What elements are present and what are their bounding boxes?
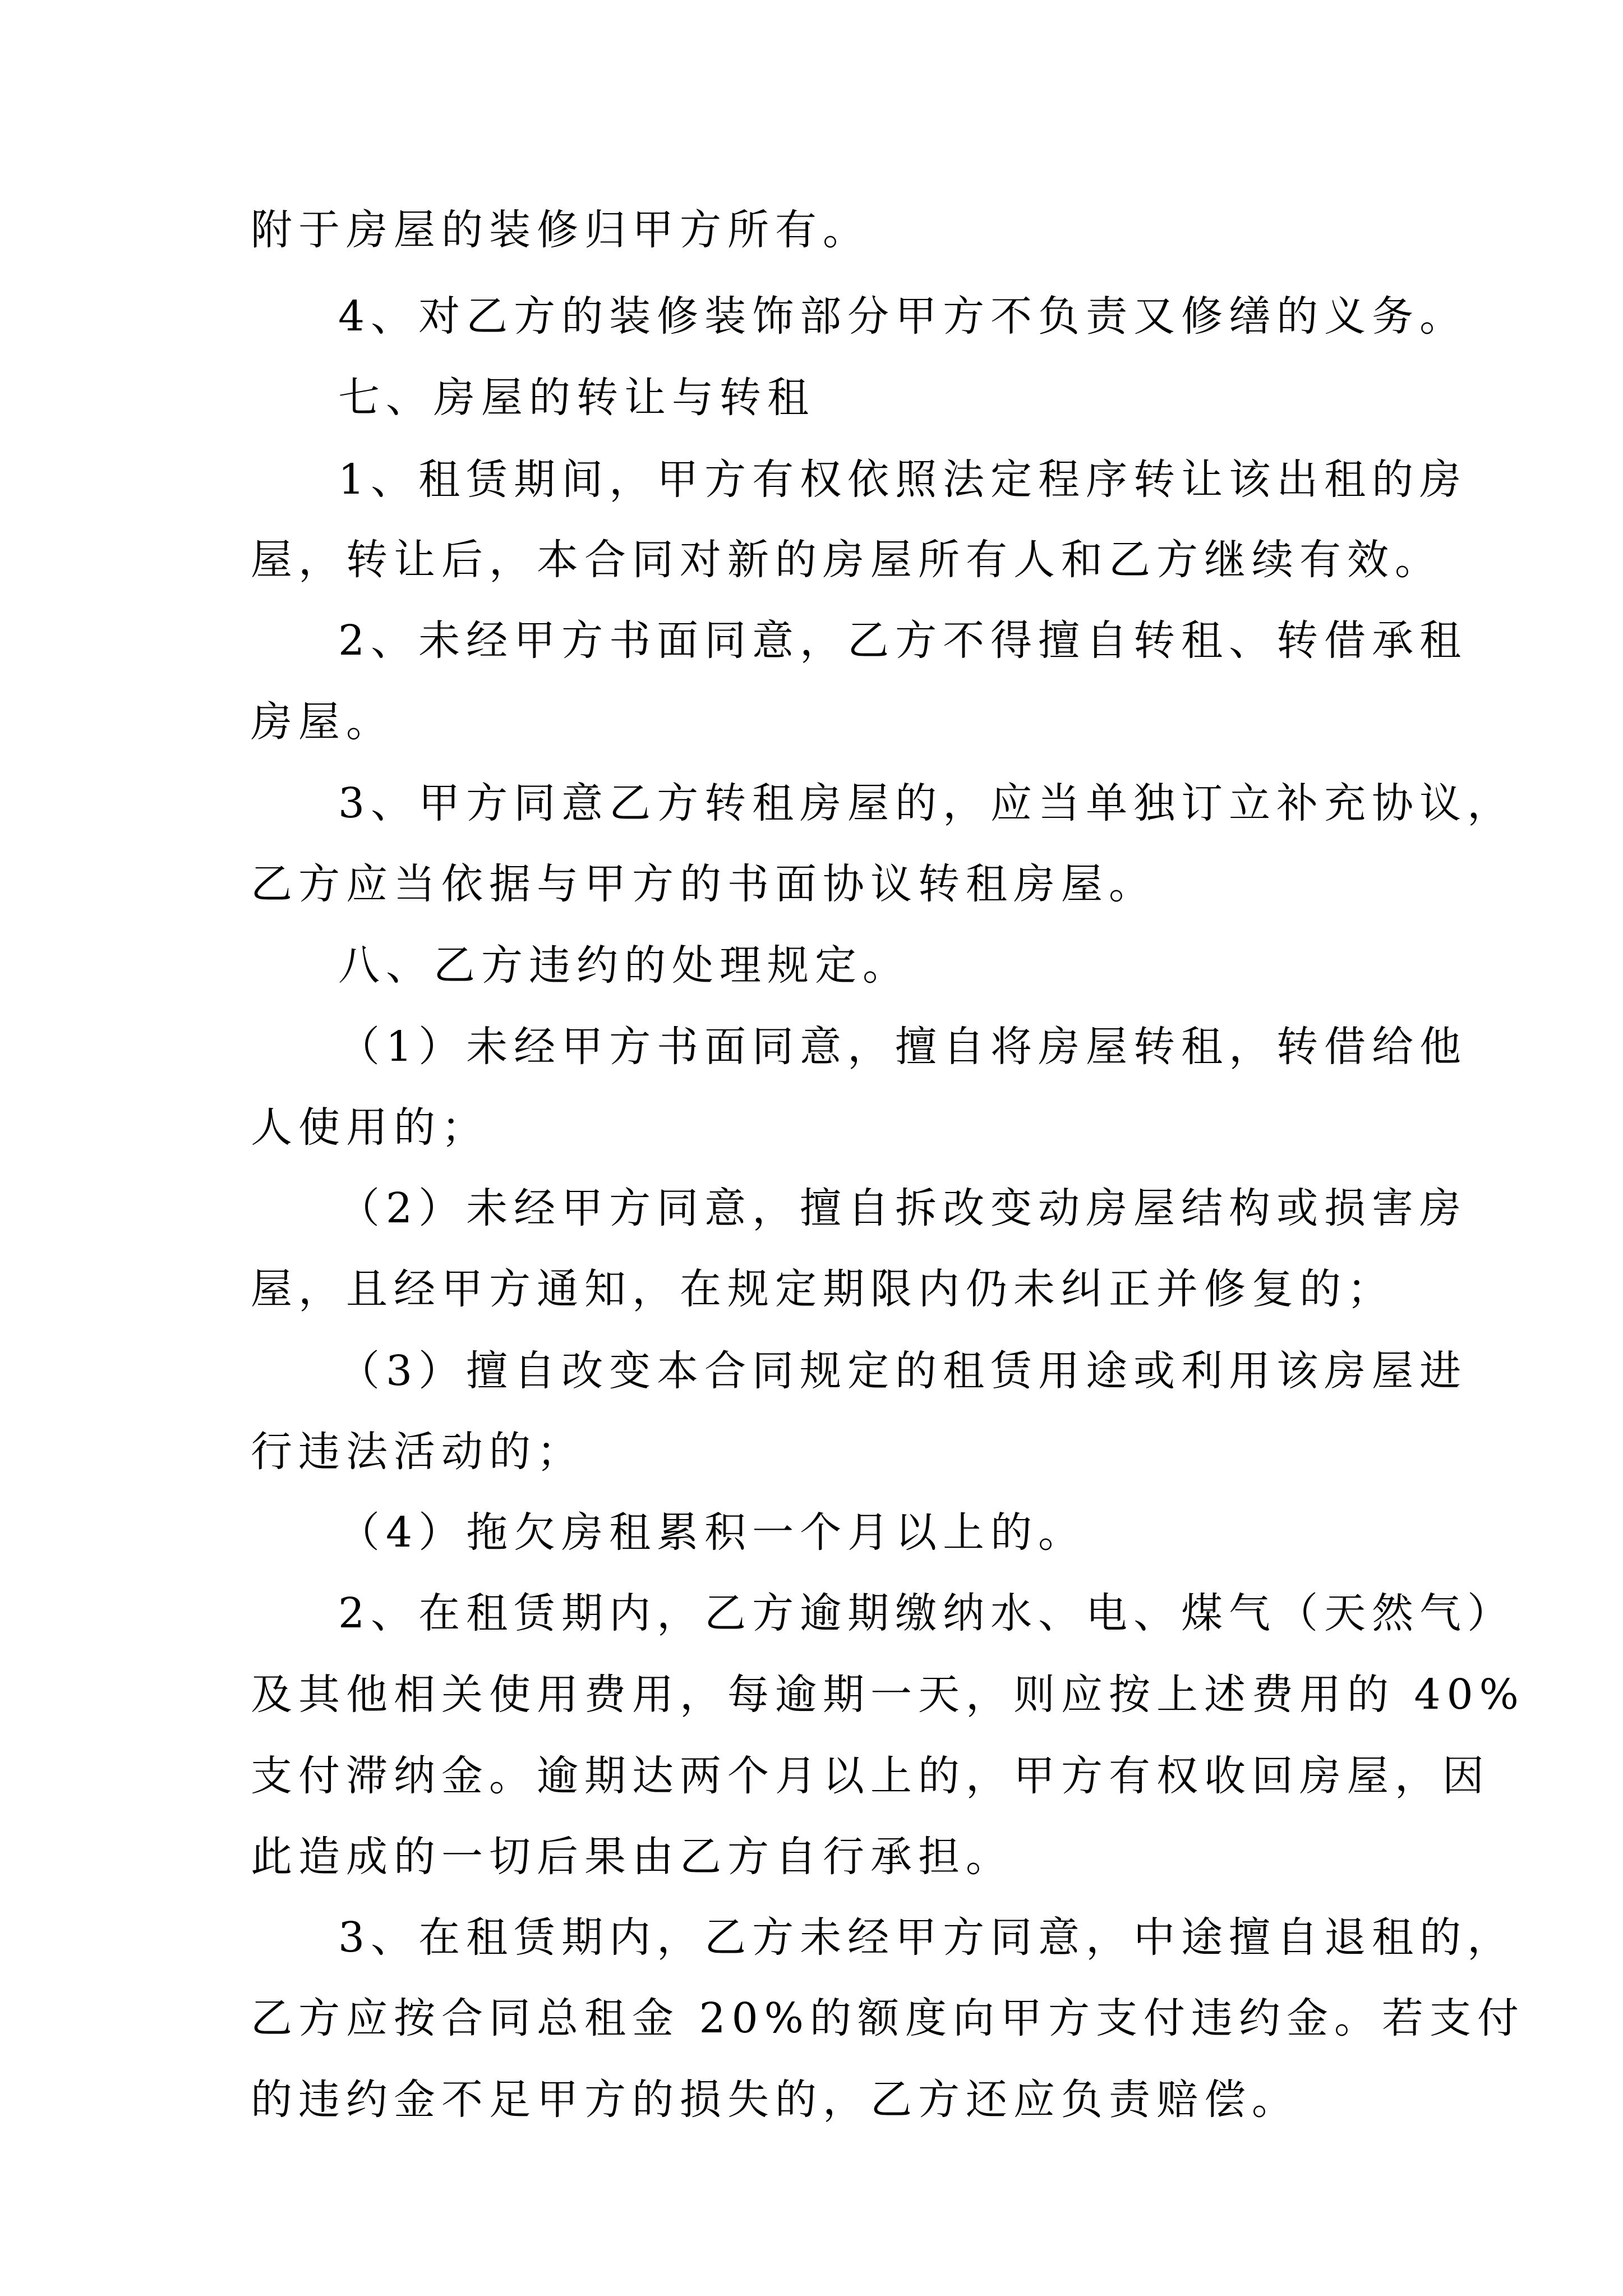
- text-line: 此造成的一切后果由乙方自行承担。: [251, 1833, 1013, 1881]
- text-line: 房屋。: [251, 698, 394, 746]
- text-line: （2）未经甲方同意，擅自拆改变动房屋结构或损害房: [338, 1184, 1468, 1232]
- text-line: 2、在租赁期内，乙方逾期缴纳水、电、煤气（天然气）: [338, 1589, 1515, 1637]
- section-heading: 七、房屋的转让与转租: [338, 374, 815, 422]
- text-line: （4）拖欠房租累积一个月以上的。: [338, 1508, 1086, 1557]
- text-line: 乙方应当依据与甲方的书面协议转租房屋。: [251, 860, 1156, 908]
- text-line: 3、在租赁期内，乙方未经甲方同意，中途擅自退租的，: [338, 1913, 1515, 1962]
- text-line: 附于房屋的装修归甲方所有。: [251, 206, 870, 254]
- text-line: 的违约金不足甲方的损失的，乙方还应负责赔偿。: [251, 2076, 1299, 2124]
- text-line: 支付滞纳金。逾期达两个月以上的，甲方有权收回房屋，因: [251, 1752, 1490, 1800]
- section-heading: 八、乙方违约的处理规定。: [338, 941, 910, 990]
- text-line: 3、甲方同意乙方转租房屋的，应当单独订立补充协议，: [338, 779, 1515, 827]
- text-line: 屋，转让后，本合同对新的房屋所有人和乙方继续有效。: [251, 536, 1442, 584]
- text-line: 行违法活动的；: [251, 1428, 584, 1476]
- text-line: 乙方应按合同总租金 20%的额度向甲方支付违约金。若支付: [251, 1994, 1525, 2042]
- text-line: 屋，且经甲方通知，在规定期限内仍未纠正并修复的；: [251, 1265, 1395, 1313]
- text-line: 及其他相关使用费用，每逾期一天，则应按上述费用的 40%: [251, 1671, 1525, 1719]
- text-line: （1）未经甲方书面同意，擅自将房屋转租，转借给他: [338, 1023, 1468, 1071]
- text-line: 1、租赁期间，甲方有权依照法定程序转让该出租的房: [338, 455, 1468, 504]
- text-line: 4、对乙方的装修装饰部分甲方不负责又修缮的义务。: [338, 292, 1468, 341]
- text-line: （3）擅自改变本合同规定的租赁用途或利用该房屋进: [338, 1347, 1468, 1395]
- text-line: 人使用的；: [251, 1103, 489, 1152]
- text-line: 2、未经甲方书面同意，乙方不得擅自转租、转借承租: [338, 616, 1468, 665]
